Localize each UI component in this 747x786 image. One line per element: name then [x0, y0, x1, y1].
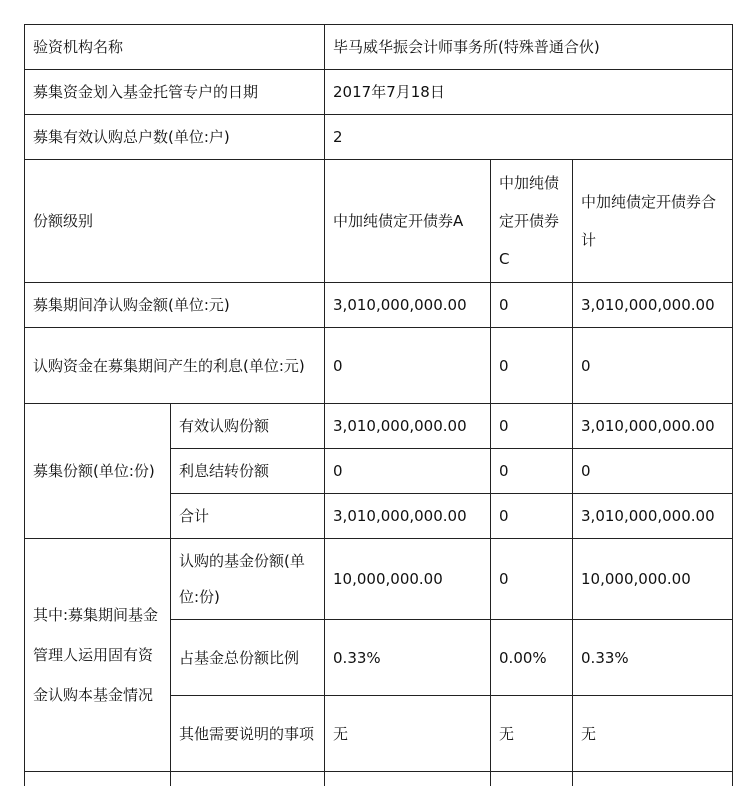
ratio-label: 占基金总份额比例 — [171, 620, 325, 696]
table-row — [25, 115, 733, 160]
net-subscription-a: 3,010,000,000.00 — [325, 283, 491, 328]
table-row — [25, 160, 733, 283]
manager-shares-label: 认购的基金份额(单位:份) — [171, 539, 325, 620]
interest-a: 0 — [325, 328, 491, 404]
ratio-c: 0.00% — [491, 620, 573, 696]
interest-shares-total: 0 — [573, 449, 733, 494]
other-a: 无 — [325, 696, 491, 772]
class-total-header: 中加纯债定开债券合计 — [573, 160, 733, 283]
net-subscription-c: 0 — [491, 283, 573, 328]
interest-c: 0 — [491, 328, 573, 404]
transfer-date-label: 募集资金划入基金托管专户的日期 — [25, 70, 325, 115]
subscriber-count-value: 2 — [325, 115, 733, 160]
other-c: 无 — [491, 696, 573, 772]
ratio-total: 0.33% — [573, 620, 733, 696]
total-shares-total: 3,010,000,000.00 — [573, 494, 733, 539]
interest-label: 认购资金在募集期间产生的利息(单位:元) — [25, 328, 325, 404]
manager-shares-c: 0 — [491, 539, 573, 620]
table-row — [25, 539, 733, 620]
table-row — [25, 328, 733, 404]
net-subscription-label: 募集期间净认购金额(单位:元) — [25, 283, 325, 328]
total-shares-c: 0 — [491, 494, 573, 539]
net-subscription-total: 3,010,000,000.00 — [573, 283, 733, 328]
transfer-date-value: 2017年7月18日 — [325, 70, 733, 115]
subscriber-count-label: 募集有效认购总户数(单位:户) — [25, 115, 325, 160]
interest-shares-label: 利息结转份额 — [171, 449, 325, 494]
effective-shares-label: 有效认购份额 — [171, 404, 325, 449]
table-row — [25, 25, 733, 70]
manager-shares-total: 10,000,000.00 — [573, 539, 733, 620]
total-label: 合计 — [171, 494, 325, 539]
other-total: 无 — [573, 696, 733, 772]
table-row — [25, 70, 733, 115]
class-c-header: 中加纯债定开债券C — [491, 160, 573, 283]
manager-shares-a: 10,000,000.00 — [325, 539, 491, 620]
raised-shares-label: 募集份额(单位:份) — [25, 404, 171, 539]
class-a-header: 中加纯债定开债券A — [325, 160, 491, 283]
verification-org-value: 毕马威华振会计师事务所(特殊普通合伙) — [325, 25, 733, 70]
table-row — [25, 404, 733, 449]
verification-org-label: 验资机构名称 — [25, 25, 325, 70]
total-shares-a: 3,010,000,000.00 — [325, 494, 491, 539]
effective-shares-total: 3,010,000,000.00 — [573, 404, 733, 449]
share-class-label: 份额级别 — [25, 160, 325, 283]
other-label: 其他需要说明的事项 — [171, 696, 325, 772]
ratio-a: 0.33% — [325, 620, 491, 696]
effective-shares-a: 3,010,000,000.00 — [325, 404, 491, 449]
interest-shares-c: 0 — [491, 449, 573, 494]
interest-shares-a: 0 — [325, 449, 491, 494]
effective-shares-c: 0 — [491, 404, 573, 449]
fund-raising-table — [24, 24, 733, 786]
table-row-cut — [25, 772, 733, 786]
manager-label: 其中:募集期间基金管理人运用固有资金认购本基金情况 — [25, 539, 171, 772]
interest-total: 0 — [573, 328, 733, 404]
table-row — [25, 283, 733, 328]
